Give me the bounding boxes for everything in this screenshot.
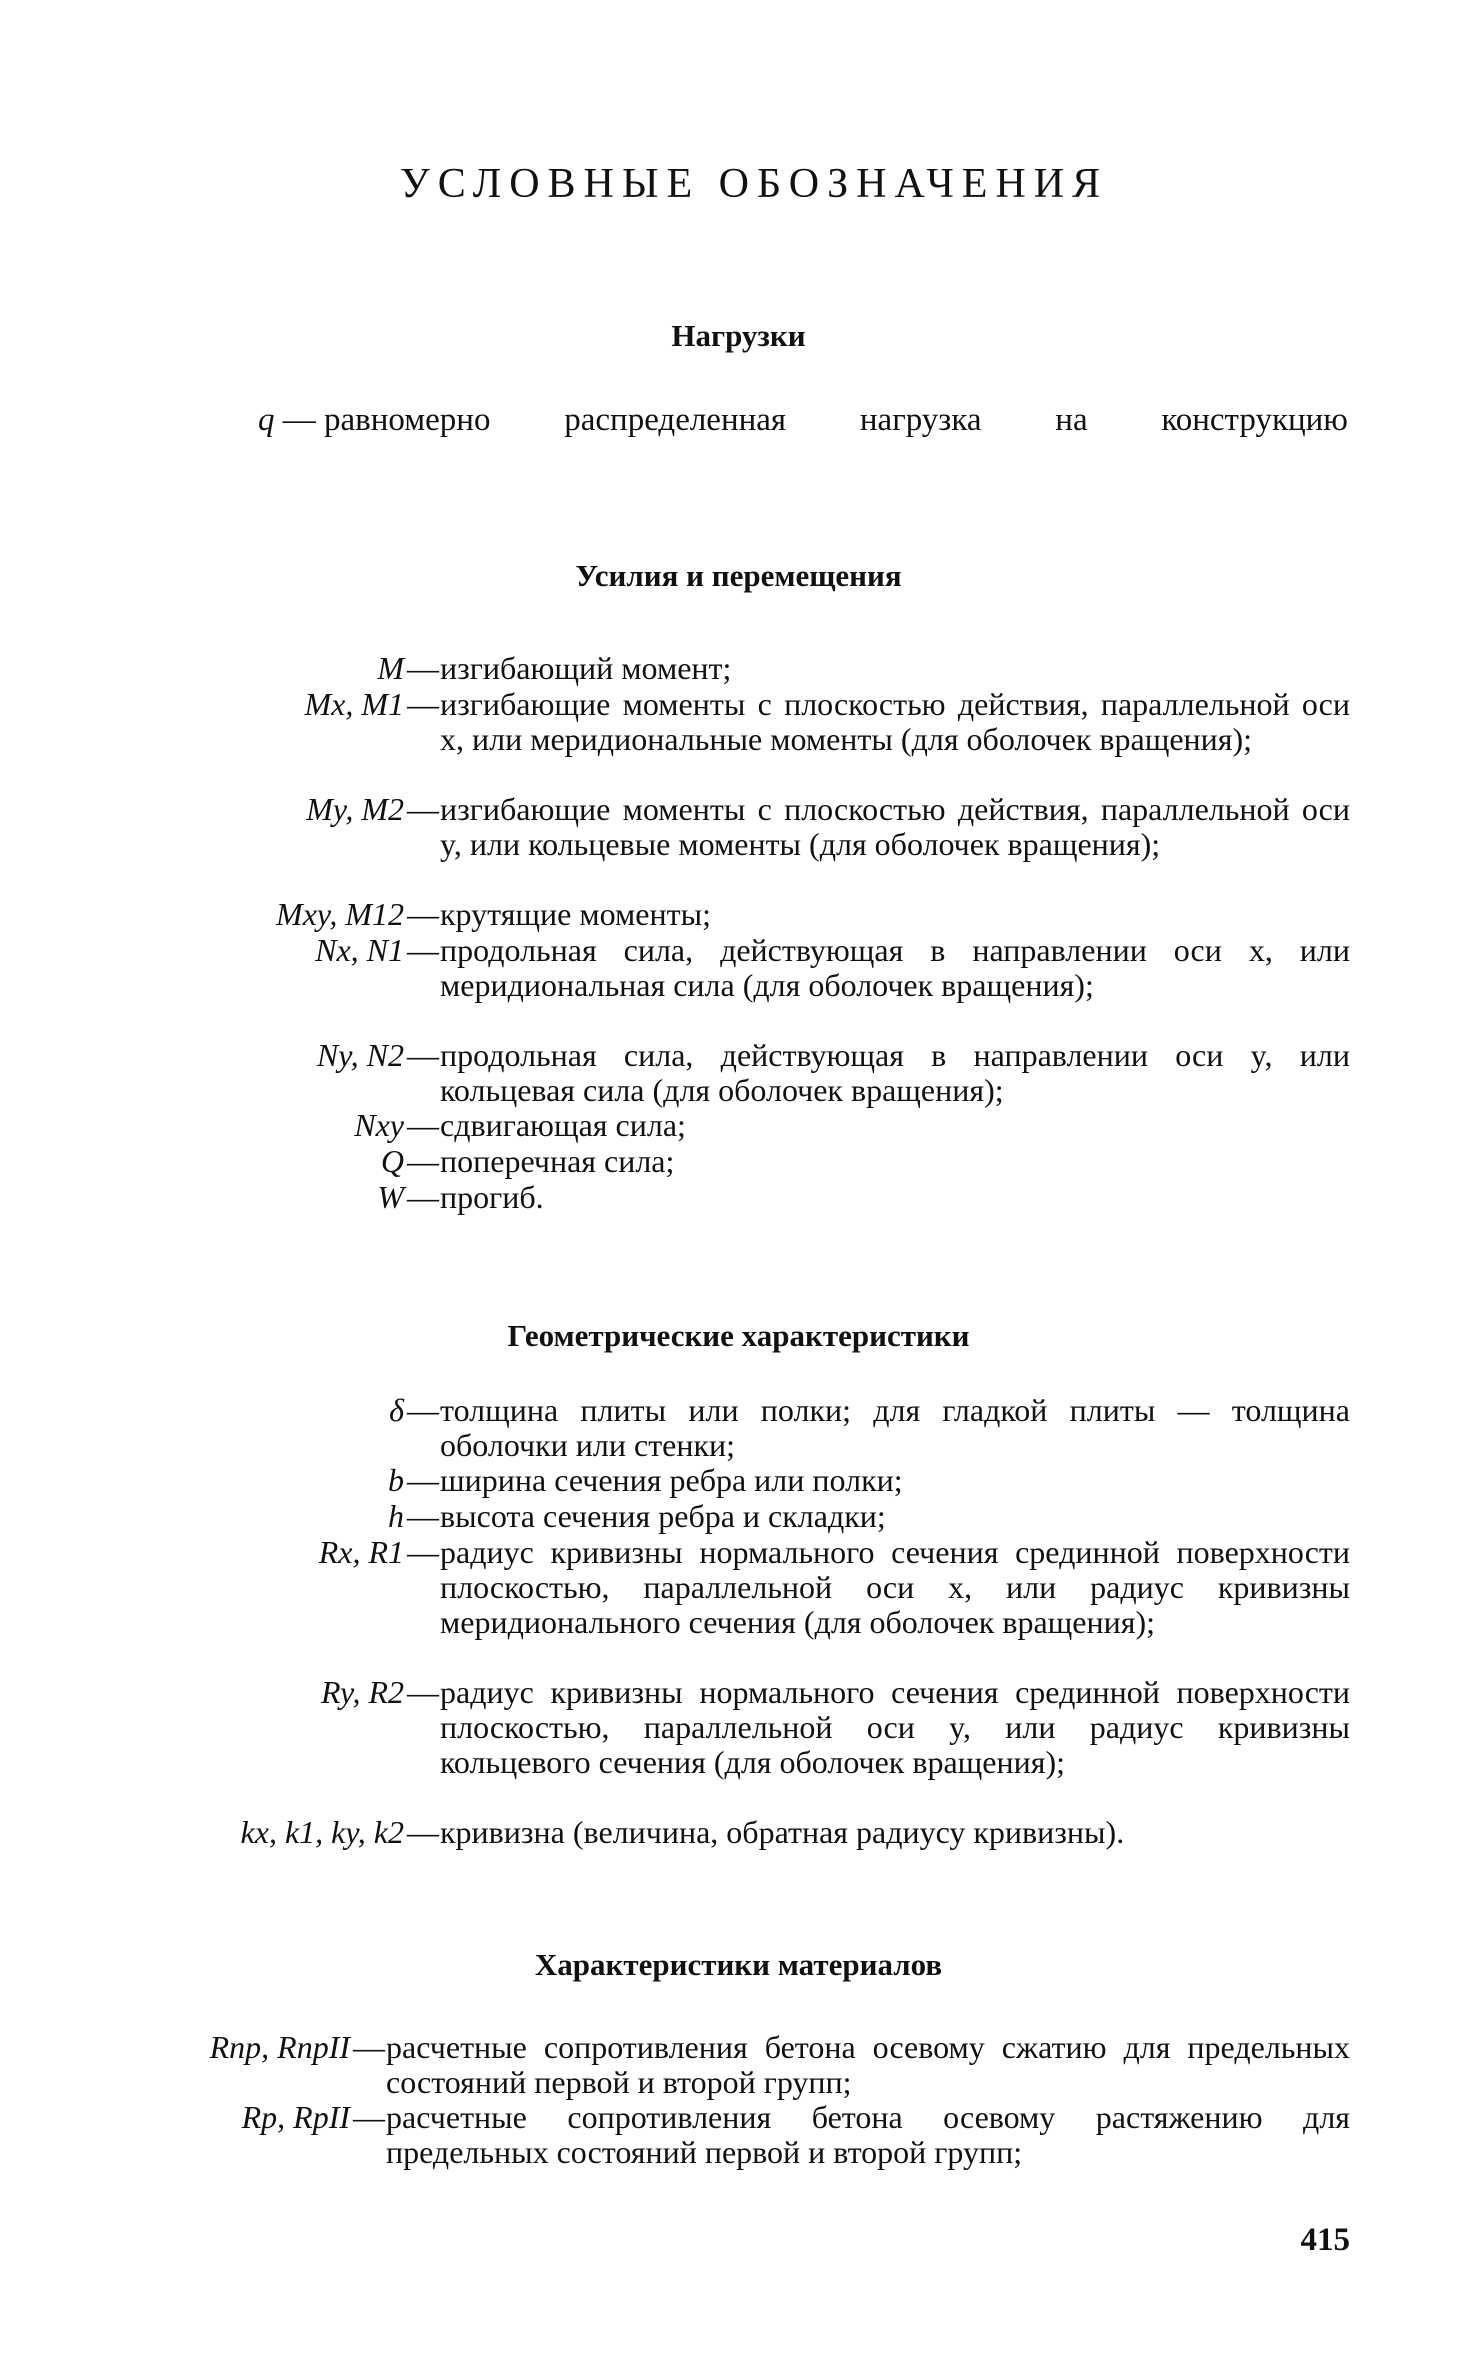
section-heading-loads: Нагрузки [671,318,806,353]
definition-dash: — [407,1179,439,1215]
definition-dash: — [353,2029,385,2065]
definition-symbol: Nx, N1 [315,932,404,968]
section-heading-geometry: Геометрические характеристики [507,1318,970,1353]
q-text-part: распределенная [564,402,787,438]
definition-text: ширина сечения ребра или полки; [440,1462,903,1498]
definition-symbol: Q [380,1143,404,1179]
definition-text: продольная сила, действующая в направлении оси y, или кольцевая сила (для оболочек вращения); [440,1037,1350,1108]
definition-text: поперечная сила; [440,1143,675,1179]
definition-symbol: Ny, N2 [316,1037,404,1073]
q-text-part: конструкцию [1161,402,1348,438]
definition-symbol: W [377,1179,404,1215]
definition-dash: — [407,1498,439,1534]
definition-text: радиус кривизны нормального сечения срединной поверхности плоскостью, параллельной оси y, или радиус кривизны кольцевого сечения (для оболочек вращения); [440,1674,1350,1780]
load-definition [258,402,1348,439]
definition-symbol: Rпр, RпрII [209,2029,350,2065]
definition-text: кривизна (величина, обратная радиусу кривизны). [440,1814,1125,1850]
q-text-part: на [1055,402,1088,438]
q-text-part: нагрузка [859,402,982,438]
definition-text: изгибающий момент; [440,650,732,686]
definition-dash: — [407,1462,439,1498]
definition-dash: — [407,896,439,932]
section-heading-materials: Характеристики материалов [534,1947,943,1982]
definition-dash: — [407,1392,439,1428]
definition-dash: — [353,2099,385,2135]
definition-dash: — [407,791,439,827]
definition-symbol: Rx, R1 [318,1534,404,1570]
page-title: УСЛОВНЫЕ ОБОЗНАЧЕНИЯ [400,161,1109,207]
page-number: 415 [1300,2222,1350,2258]
definition-symbol: Nxy [354,1107,404,1143]
definition-symbol: δ [389,1392,404,1428]
definition-symbol: M [377,650,404,686]
definition-symbol: Mx, M1 [304,686,404,722]
section-heading-forces: Усилия и перемещения [575,558,902,593]
definition-text: изгибающие моменты с плоскостью действия, параллельной оси x, или меридиональные моменты (для оболочек вращения); [440,686,1350,757]
definition-dash: — [407,1534,439,1570]
definition-symbol: h [388,1498,404,1534]
definition-dash: — [407,1814,439,1850]
definition-text: расчетные сопротивления бетона осевому сжатию для предельных состояний первой и второй групп; [386,2029,1350,2100]
definition-text: продольная сила, действующая в направлении оси x, или меридиональная сила (для оболочек вращения); [440,932,1350,1003]
definition-symbol: kx, k1, ky, k2 [240,1814,404,1850]
definition-text: высота сечения ребра и складки; [440,1498,886,1534]
definition-symbol: My, M2 [306,791,404,827]
definition-symbol: Ry, R2 [321,1674,404,1710]
definition-dash: — [407,932,439,968]
q-symbol: q [258,402,275,438]
definition-symbol: Rр, RрII [241,2099,350,2135]
definition-text: изгибающие моменты с плоскостью действия, параллельной оси y, или кольцевые моменты (для оболочек вращения); [440,791,1350,862]
definition-dash: — [407,686,439,722]
q-text-part: — равномерно [282,402,491,438]
definition-text: прогиб. [440,1179,544,1215]
definition-dash: — [407,650,439,686]
load-definition-part [258,402,490,439]
definition-dash: — [407,1143,439,1179]
definition-text: сдвигающая сила; [440,1107,686,1143]
definition-text: радиус кривизны нормального сечения срединной поверхности плоскостью, параллельной оси x, или радиус кривизны меридионального сечения (для оболочек вращения); [440,1534,1350,1640]
definition-dash: — [407,1107,439,1143]
definition-symbol: b [388,1462,404,1498]
definition-text: толщина плиты или полки; для гладкой плиты — толщина оболочки или стенки; [440,1392,1350,1463]
definition-symbol: Mxy, M12 [276,896,404,932]
definition-dash: — [407,1674,439,1710]
definition-text: расчетные сопротивления бетона осевому растяжению для предельных состояний первой и второй групп; [386,2099,1350,2170]
definition-text: крутящие моменты; [440,896,711,932]
definition-dash: — [407,1037,439,1073]
